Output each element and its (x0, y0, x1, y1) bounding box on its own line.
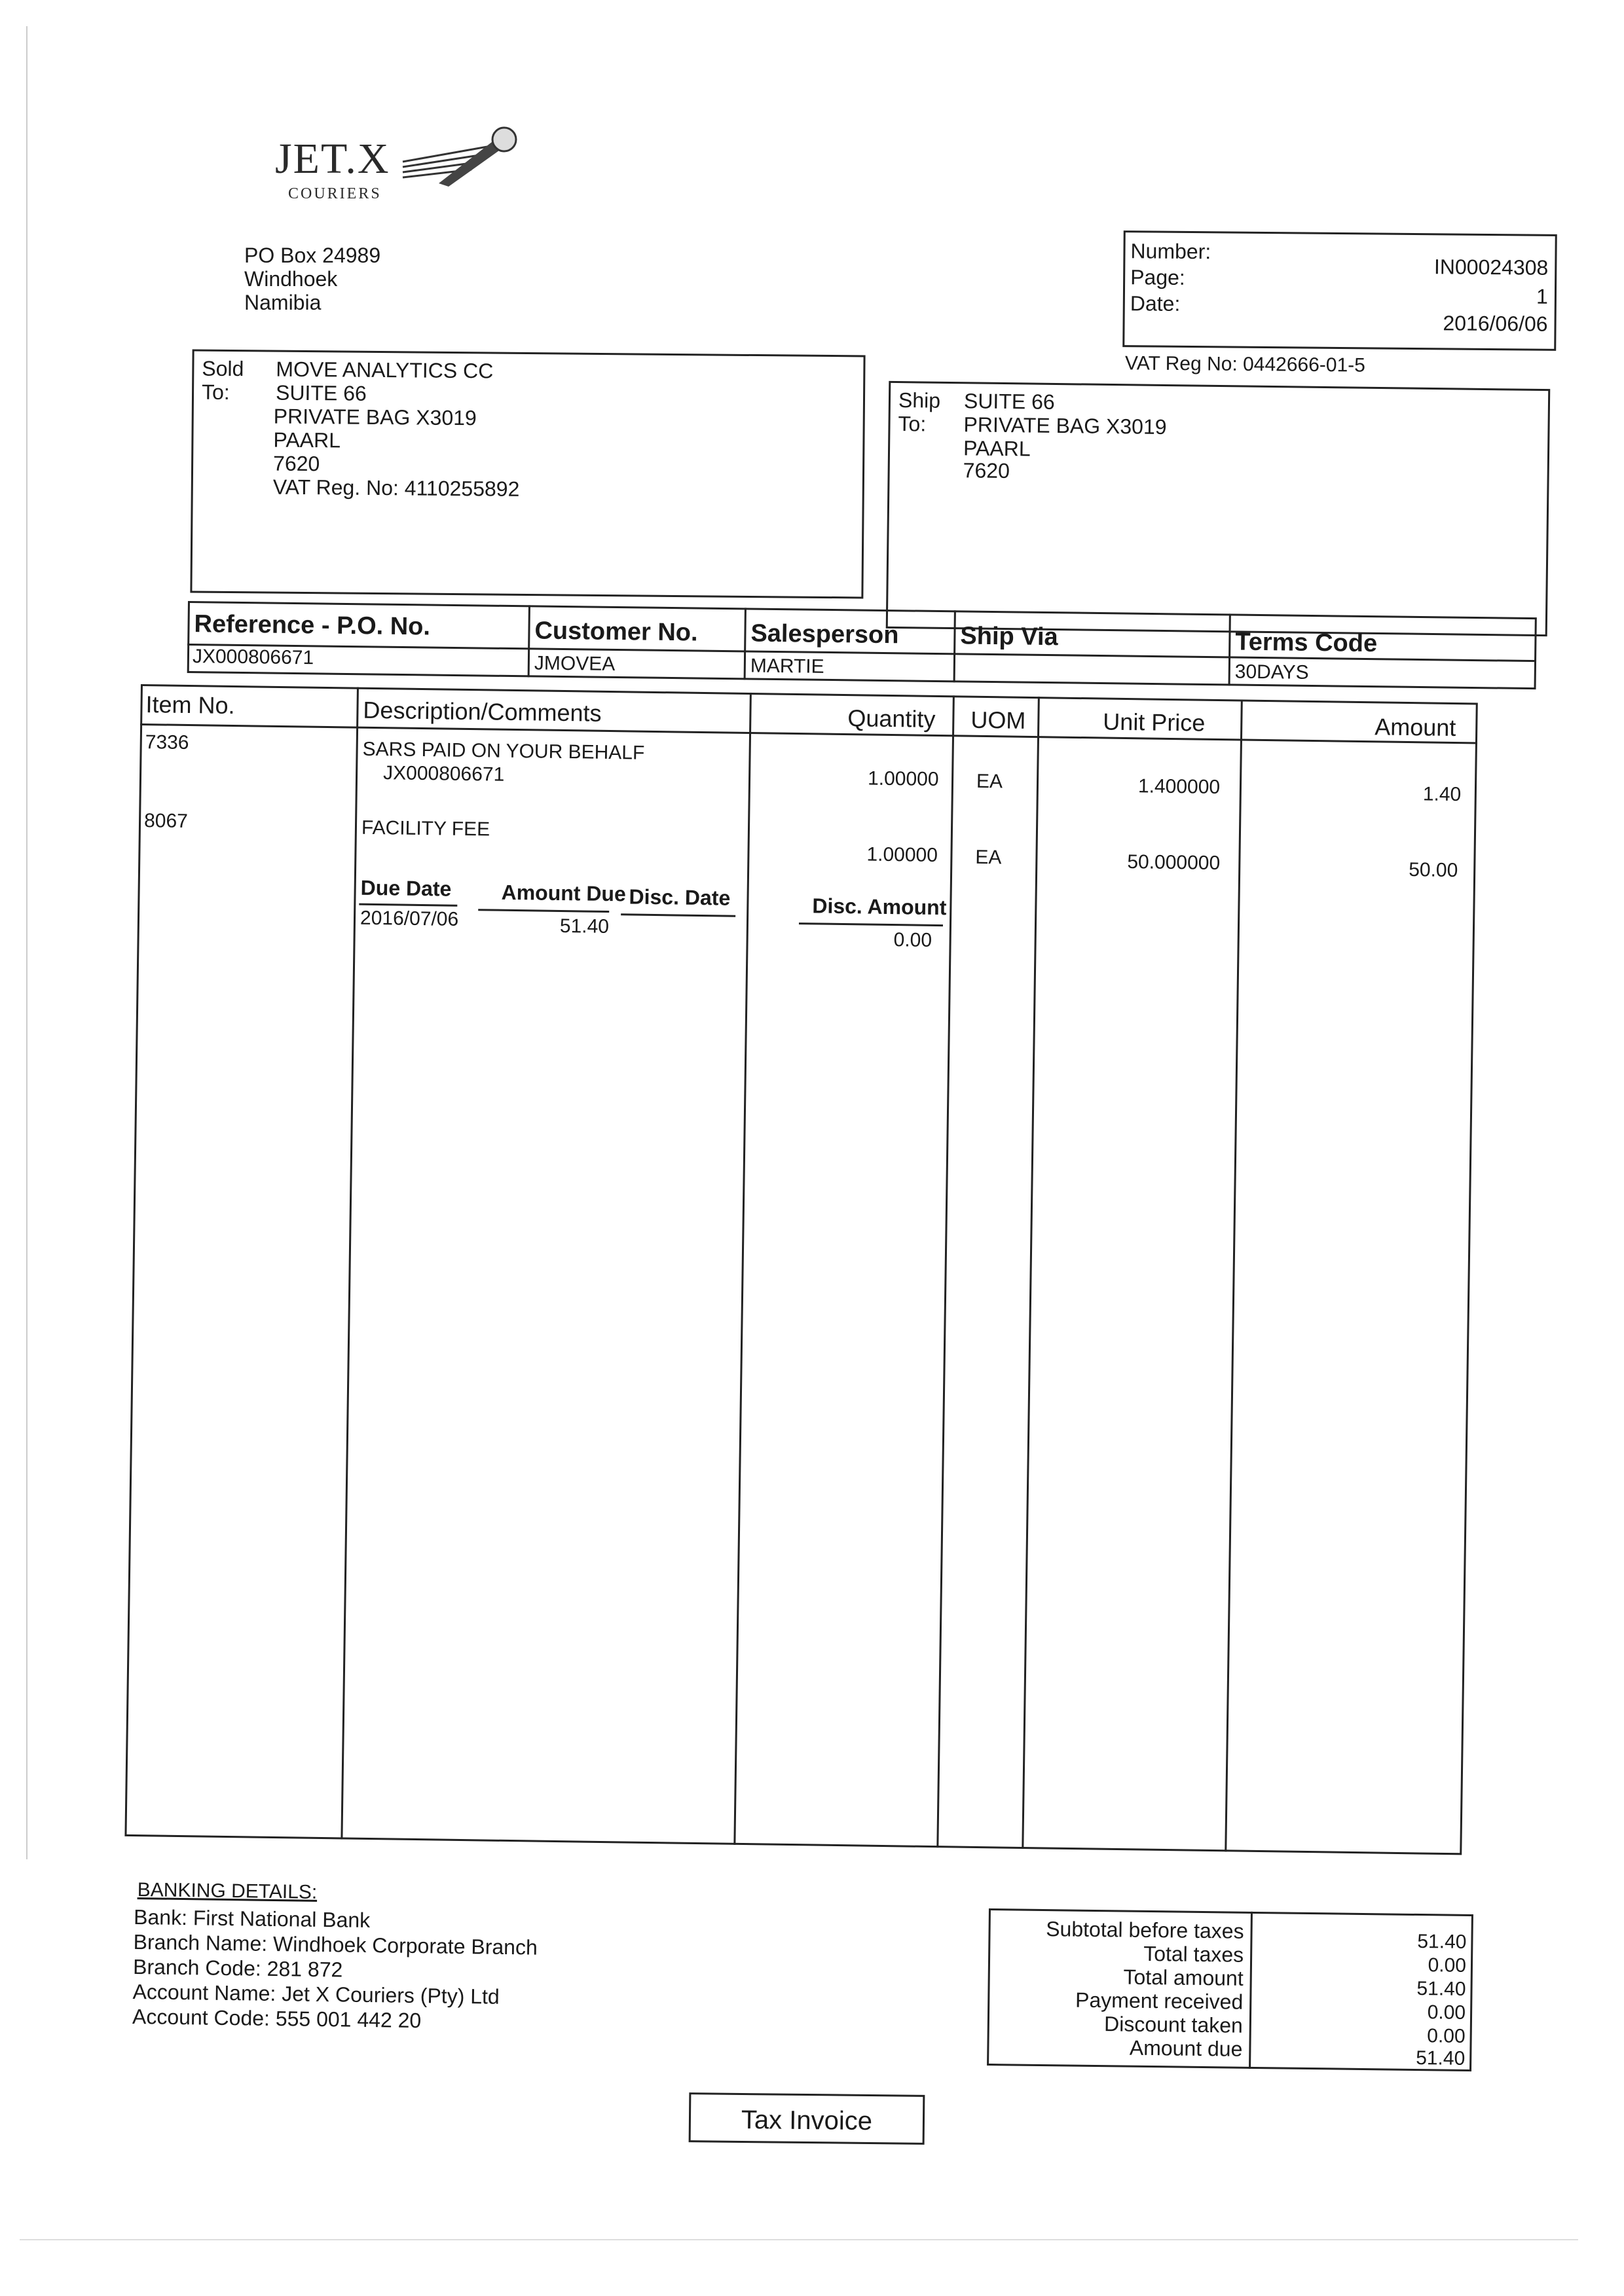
logo-swoosh-icon (399, 121, 524, 193)
unit-price-header: Unit Price (1103, 708, 1206, 737)
address-line: Windhoek (244, 267, 338, 291)
item-unit-price: 50.000000 (1127, 851, 1221, 875)
totals-value: 51.40 (1415, 2047, 1466, 2069)
sold-to-line: PAARL (273, 428, 341, 452)
totals-value: 0.00 (1428, 1954, 1467, 1977)
totals-value: 51.40 (1417, 1930, 1467, 1953)
totals-label: Payment received (1075, 1988, 1244, 2014)
invoice-date: 2016/06/06 (1443, 311, 1548, 336)
vat-reg: VAT Reg No: 0442666-01-5 (1124, 352, 1366, 376)
ship-to-line: SUITE 66 (963, 389, 1055, 414)
sold-to-line: MOVE ANALYTICS CC (276, 357, 494, 383)
disc-amount-label: Disc. Amount (812, 894, 947, 920)
ship-to-line: PAARL (963, 436, 1031, 461)
ship-to-label: To: (898, 412, 927, 436)
item-uom: EA (976, 770, 1003, 793)
banking-details (132, 1879, 632, 2069)
invoice-number: IN00024308 (1433, 255, 1549, 280)
totals-label: Amount due (1129, 2035, 1243, 2061)
item-description-2: JX000806671 (382, 762, 505, 786)
scan-edge-line (20, 2239, 1578, 2240)
due-date-value: 2016/07/06 (360, 907, 459, 930)
item-number: 8067 (143, 810, 189, 833)
reference-header: Reference - P.O. No. (194, 610, 431, 641)
amount-due-value: 51.40 (559, 915, 610, 938)
due-date-label: Due Date (360, 875, 452, 901)
banking-line: Branch Name: Windhoek Corporate Branch (133, 1929, 538, 1959)
items-table-frame (124, 684, 1477, 1855)
address-line: Namibia (244, 291, 322, 314)
reference-value: JX000806671 (192, 646, 314, 669)
banking-line: Branch Code: 281 872 (132, 1954, 343, 1982)
terms-value: 30DAYS (1234, 661, 1309, 683)
customer-header: Customer No. (534, 617, 698, 647)
totals-value: 51.40 (1416, 1977, 1466, 2000)
document-type-box (689, 2092, 925, 2145)
company-logo (275, 115, 524, 206)
document-type: Tax Invoice (741, 2105, 873, 2136)
sold-to-line: VAT Reg. No: 4110255892 (272, 475, 520, 501)
ship-to-line: 7620 (963, 458, 1010, 483)
terms-header: Terms Code (1235, 628, 1378, 658)
sold-to-line: SUITE 66 (275, 380, 367, 405)
number-label: Number: (1130, 239, 1211, 264)
ship-to-box (886, 381, 1551, 636)
salesperson-header: Salesperson (750, 619, 899, 649)
disc-date-label: Disc. Date (629, 884, 731, 910)
sold-to-line: 7620 (272, 451, 320, 476)
banking-line: Bank: First National Bank (133, 1904, 371, 1933)
item-header: Item No. (145, 691, 235, 720)
banking-title: BANKING DETAILS: (137, 1879, 318, 1903)
item-quantity: 1.00000 (867, 767, 939, 791)
logo-name: JET.X (275, 135, 390, 183)
sold-label: Sold (202, 356, 244, 381)
customer-value: JMOVEA (534, 652, 616, 675)
item-amount: 50.00 (1408, 859, 1458, 882)
item-unit-price: 1.400000 (1137, 775, 1221, 799)
sold-to-label: To: (201, 380, 230, 405)
ship-to-line: PRIVATE BAG X3019 (963, 412, 1167, 439)
disc-amount-value: 0.00 (893, 929, 932, 951)
ship-via-header: Ship Via (960, 622, 1058, 651)
totals-label: Total taxes (1143, 1941, 1244, 1967)
scan-edge-line (26, 26, 28, 1859)
item-quantity: 1.00000 (866, 843, 938, 867)
amount-due-label: Amount Due (501, 880, 627, 906)
items-table (124, 684, 1478, 1887)
page-number: 1 (1536, 284, 1549, 308)
item-uom: EA (975, 846, 1002, 869)
uom-header: UOM (970, 706, 1026, 734)
banking-line: Account Name: Jet X Couriers (Pty) Ltd (132, 1979, 500, 2009)
banking-line: Account Code: 555 001 442 20 (132, 2004, 422, 2033)
totals-box (987, 1908, 1473, 2085)
totals-value: 0.00 (1427, 2001, 1466, 2024)
quantity-header: Quantity (847, 704, 936, 733)
totals-label: Discount taken (1103, 2012, 1244, 2037)
totals-label: Total amount (1123, 1965, 1244, 1990)
description-header: Description/Comments (363, 696, 602, 727)
logo-tagline: COURIERS (288, 185, 382, 202)
ship-label: Ship (898, 388, 941, 412)
sold-to-line: PRIVATE BAG X3019 (273, 404, 477, 430)
salesperson-value: MARTIE (750, 655, 824, 678)
totals-label: Subtotal before taxes (1045, 1917, 1244, 1943)
item-number: 7336 (145, 731, 189, 754)
item-amount: 1.40 (1422, 783, 1462, 806)
invoice-meta-box (1122, 230, 1557, 351)
totals-value: 0.00 (1427, 2025, 1466, 2047)
sold-to-box (190, 350, 865, 599)
amount-header: Amount (1374, 713, 1456, 742)
item-description: SARS PAID ON YOUR BEHALF (362, 738, 645, 764)
page-label: Page: (1130, 265, 1185, 289)
address-line: PO Box 24989 (244, 244, 381, 267)
item-description: FACILITY FEE (361, 816, 490, 841)
date-label: Date: (1130, 291, 1181, 316)
